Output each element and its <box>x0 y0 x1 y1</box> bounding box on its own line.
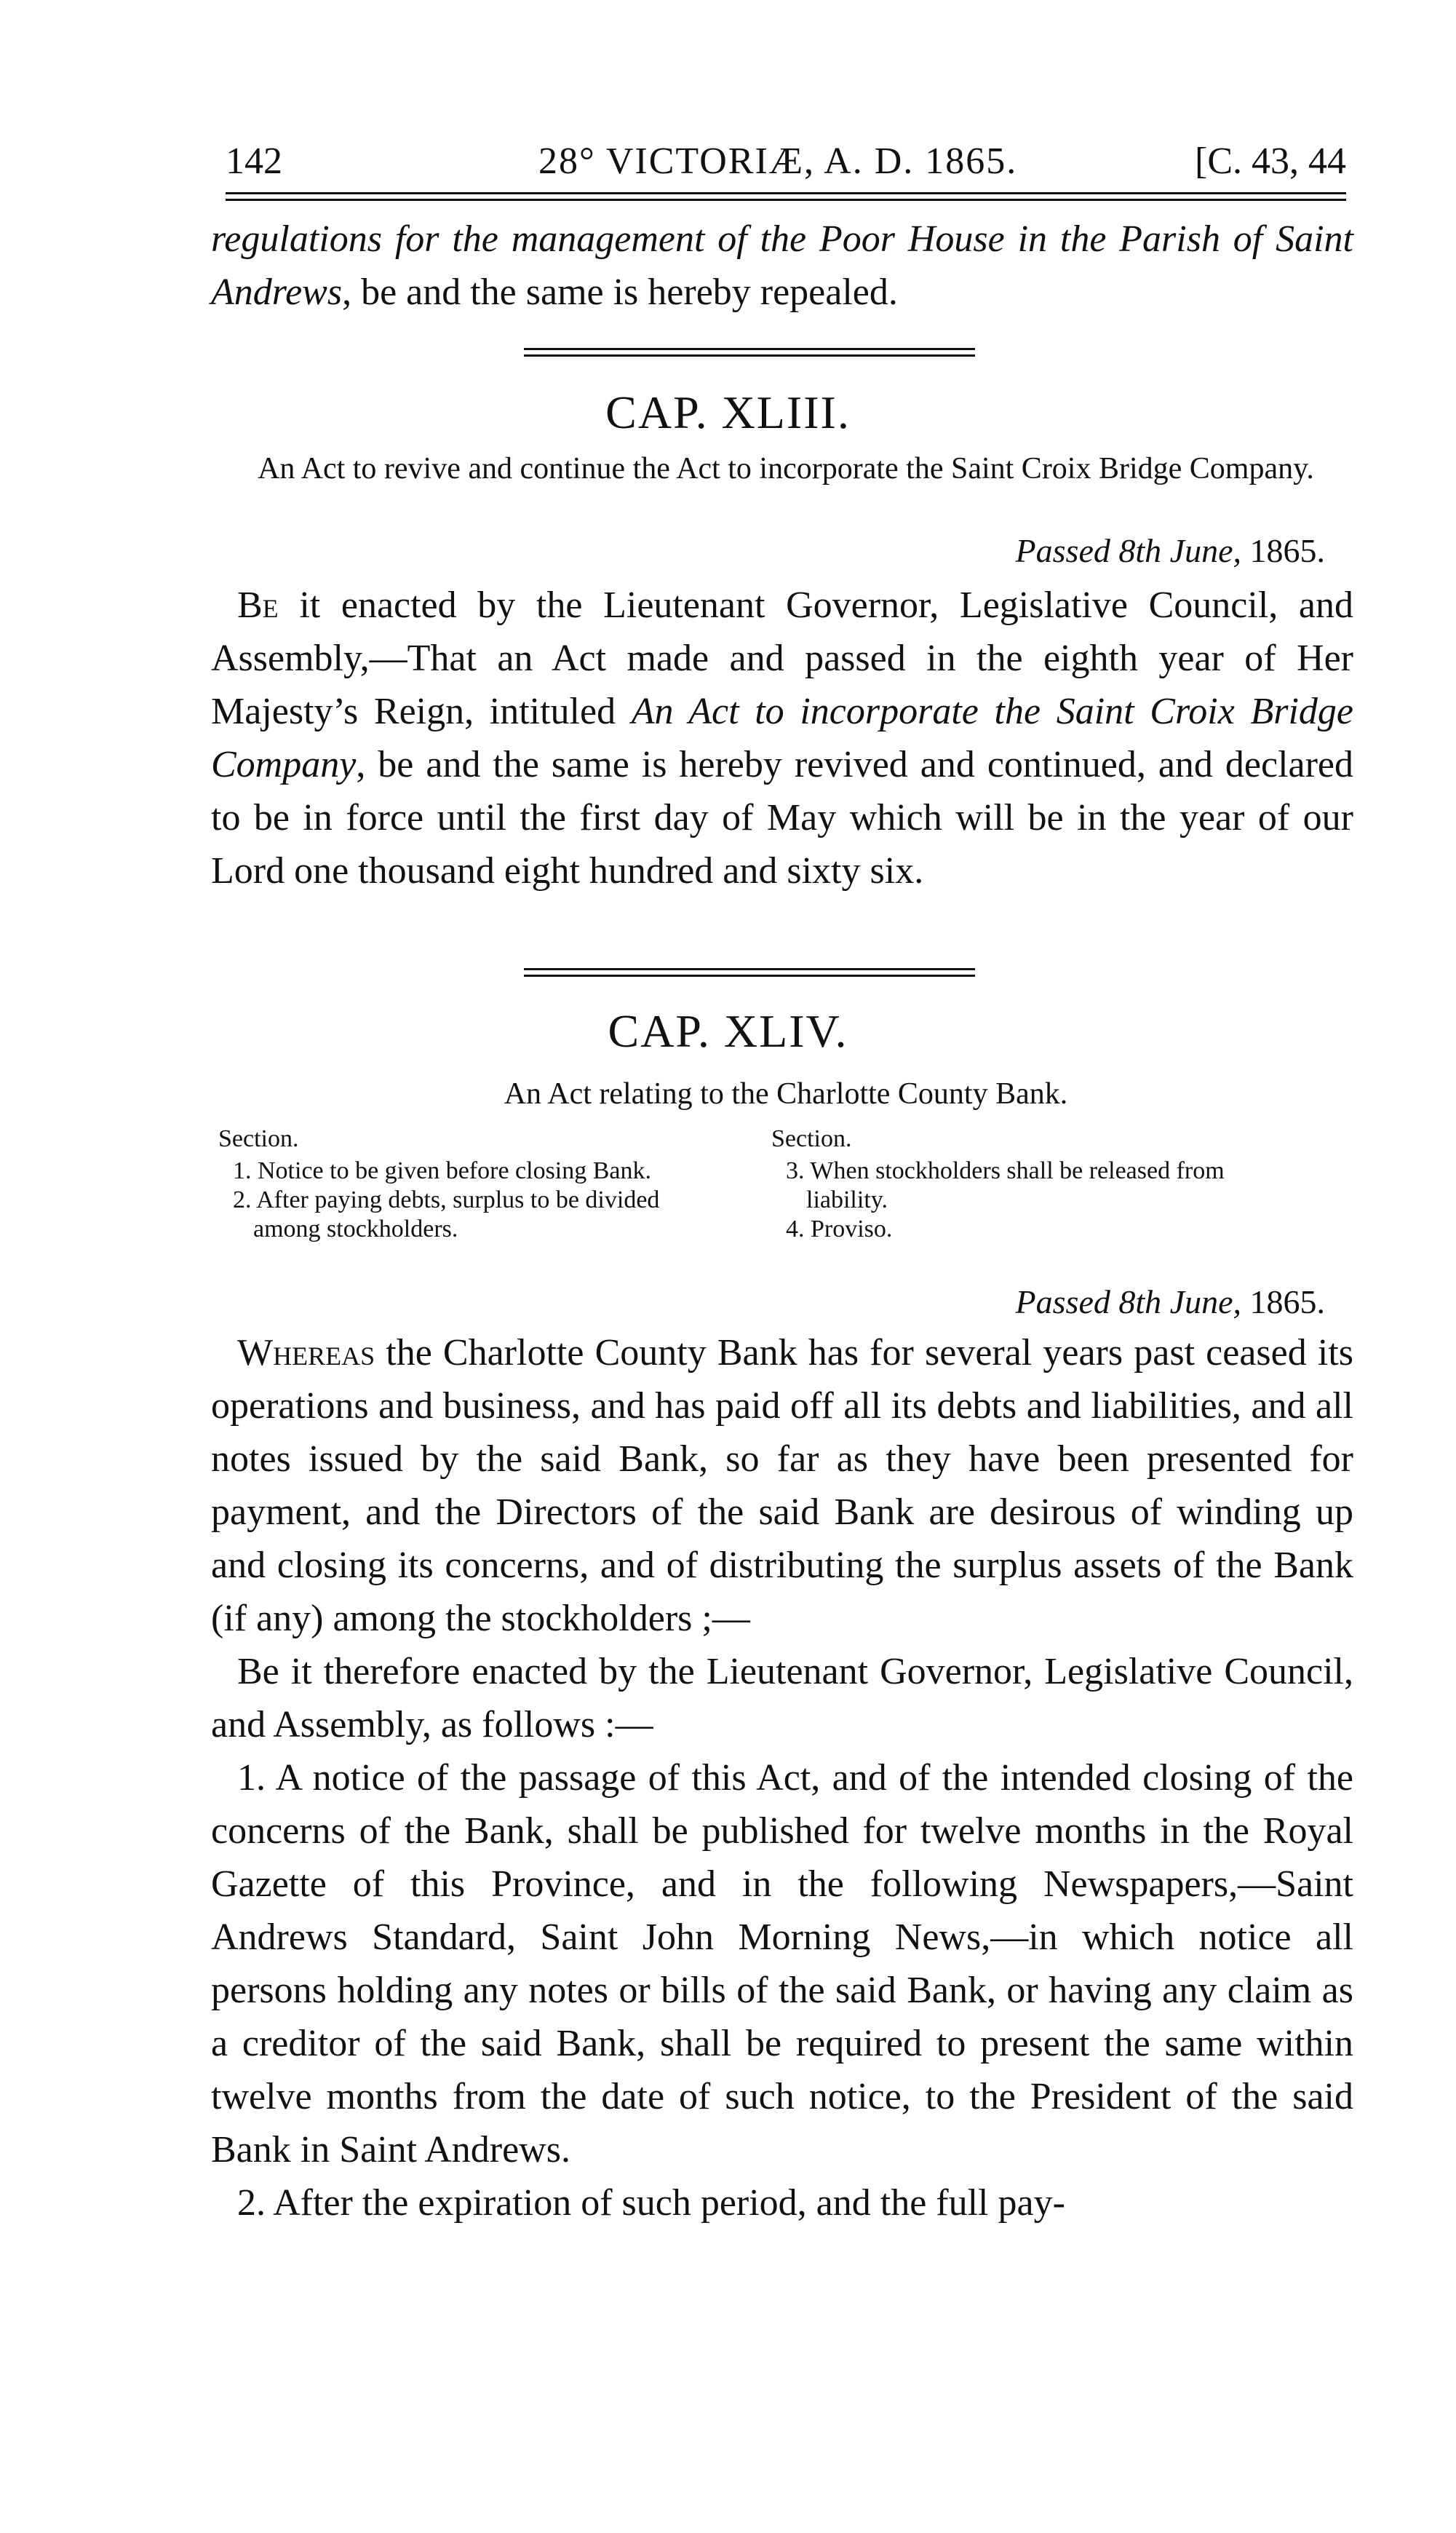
cap-43-heading: CAP. XLIII. <box>605 387 851 438</box>
passed-year: 1865. <box>1249 1283 1325 1320</box>
header-rule <box>226 192 1346 201</box>
cap-44-body <box>211 1326 1353 2229</box>
passed-date: 8th June, <box>1118 532 1241 569</box>
cap-44-heading: CAP. XLIV. <box>608 1005 848 1057</box>
section-summary-item: 2. After paying debts, surplus to be divided among stockholders. <box>233 1186 660 1242</box>
passed-date: 8th June, <box>1118 1283 1241 1320</box>
cap-44-passed <box>1016 1283 1325 1321</box>
previous-act-fragment <box>211 213 1353 319</box>
section-label: Section. <box>218 1125 299 1152</box>
section-1-text: 1. A notice of the passage of this Act, and of the intended closing of the concerns of the Bank, shall be published for twelve months in the Royal Gazette of this Province, and in the following Newspapers,—Saint Andrews Standard, Saint John Morning News,—in which notice all persons holding any notes or bills of the said Bank, or having any claim as a creditor of the said Bank, shall be required to present the same within twelve months from the date of such notice, to the President of the said Bank in Saint Andrews. <box>211 1757 1353 2171</box>
cap-43-paragraph <box>211 579 1353 897</box>
cap-43-title: An Act to revive and continue the Act to incorporate the Saint Croix Bridge Company. <box>258 452 1314 485</box>
cap-43-text-2: , be and the same is hereby revived and continued, and declared to be in force until the first day of May which will be in the year of our Lord one thousand eight hundred and sixty six. <box>211 744 1353 892</box>
section-summary-item: 3. When stockholders shall be released from liability. <box>786 1157 1225 1213</box>
cap-43-passed <box>1016 531 1325 570</box>
cap-43-text-1: it enacted by the Lieutenant Governor, Legislative Council, and Assembly,—That an Act made and passed in the eighth year of Her Majesty’s Reign, intituled <box>211 584 1353 732</box>
chapter-reference: [C. 43, 44 <box>1195 140 1346 182</box>
cap-43-italic-title: An Act to incorporate the Saint Croix Bridge Company <box>211 691 1353 785</box>
cap-44-title: An Act relating to the Charlotte County Bank. <box>504 1077 1068 1111</box>
header-title: 28° VICTORIÆ, A. D. 1865. <box>538 140 1018 182</box>
passed-word: Passed <box>1015 532 1110 569</box>
section-divider <box>524 968 975 977</box>
cap-43-body <box>211 579 1353 897</box>
whereas-word: Whereas <box>237 1332 375 1373</box>
enacting-clause: Be it therefore enacted by the Lieutenant Governor, Legislative Council, and Assembly, as follows :— <box>211 1651 1353 1745</box>
section-summary-item: 4. Proviso. <box>786 1216 893 1242</box>
section-2-text: 2. After the expiration of such period, and the full pay- <box>237 2182 1065 2224</box>
section-divider <box>524 348 975 357</box>
fragment-italic: regulations for the management of the Poor House in the Parish of Saint Andrews <box>211 218 1353 313</box>
page-number: 142 <box>226 140 282 182</box>
section-summary-item: 1. Notice to be given before closing Bank. <box>233 1157 652 1184</box>
fragment-tail: , be and the same is hereby repealed. <box>342 271 898 313</box>
whereas-text: the Charlotte County Bank has for several years past ceased its operations and business, and has paid off all its debts and liabilities, and all notes issued by the said Bank, so far as they have been presented for payment, and the Directors of the said Bank are desirous of winding up and closing its concerns, and of distributing the surplus assets of the Bank (if any) among the stockholders ;— <box>211 1332 1353 1639</box>
section-list-right <box>771 1125 1266 1244</box>
running-header <box>226 140 1346 191</box>
opening-word: Be <box>237 584 279 626</box>
section-list-left <box>218 1125 713 1244</box>
passed-word: Passed <box>1015 1283 1110 1320</box>
whereas-paragraph <box>211 1326 1353 1645</box>
section-label: Section. <box>771 1125 852 1152</box>
passed-year: 1865. <box>1249 532 1325 569</box>
